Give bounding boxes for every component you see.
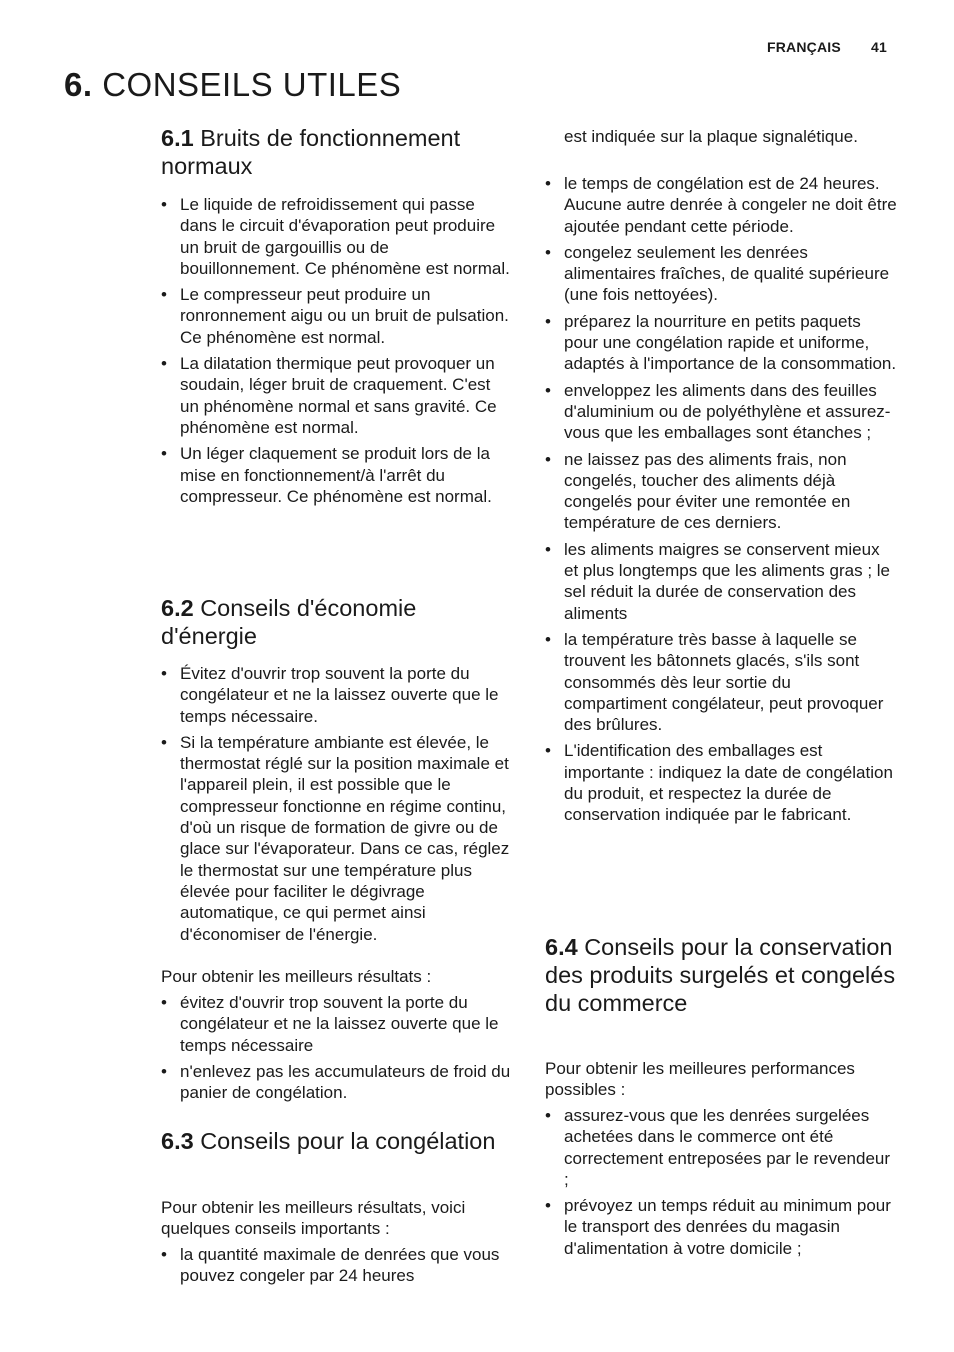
section-title: Conseils pour la congélation xyxy=(200,1128,496,1154)
section-6-3-heading xyxy=(161,1127,513,1155)
section-title: Bruits de fonctionnement normaux xyxy=(161,125,461,179)
list-item: • Le liquide de refroidissement qui passe dans le circuit d'évaporation peut produire un bruit de gargouillis ou de bouillonnement. Ce phénomène est normal. xyxy=(161,194,513,279)
list-item: • enveloppez les aliments dans des feuilles d'aluminium ou de polyéthylène et assurez-vous que les emballages sont étanches ; xyxy=(545,380,897,444)
section-number: 6.1 xyxy=(161,125,194,151)
section-6-4-heading xyxy=(545,933,897,1017)
page-number: 41 xyxy=(871,39,887,55)
section-6-4-list xyxy=(545,1105,897,1264)
section-6-3-list-continued xyxy=(545,126,897,152)
list-item: • Un léger claquement se produit lors de la mise en fonctionnement/à l'arrêt du compresseur. Ce phénomène est normal. xyxy=(161,443,513,507)
list-item: • Le compresseur peut produire un ronronnement aigu ou un bruit de pulsation. Ce phénomène est normal. xyxy=(161,284,513,348)
list-item: • ne laissez pas des aliments frais, non congelés, toucher des aliments déjà congelés pour éviter une remontée en température de ces derniers. xyxy=(545,449,897,534)
section-6-1-list xyxy=(161,194,513,512)
section-6-2-list-2 xyxy=(161,992,513,1108)
list-item: • les aliments maigres se conservent mieux et plus longtemps que les aliments gras ; le sel réduit la durée de conservation des aliments xyxy=(545,539,897,624)
list-item: • la température très basse à laquelle se trouvent les bâtonnets glacés, s'ils sont consommés dès leur sortie du compartiment congélateur, peut provoquer des brûlures. xyxy=(545,629,897,735)
section-6-4-intro: Pour obtenir les meilleures performances possibles : xyxy=(545,1059,855,1100)
section-6-3-intro: Pour obtenir les meilleurs résultats, voici quelques conseils importants : xyxy=(161,1198,466,1239)
list-item: • évitez d'ouvrir trop souvent la porte du congélateur et ne la laissez ouverte que le temps nécessaire xyxy=(161,992,513,1056)
list-item: • La dilatation thermique peut provoquer un soudain, léger bruit de craquement. C'est un phénomène normal et sans gravité. Ce phénomène est normal. xyxy=(161,353,513,438)
chapter-title-text: CONSEILS UTILES xyxy=(102,66,402,103)
page-header xyxy=(767,39,887,55)
list-item-continuation: est indiquée sur la plaque signalétique. xyxy=(564,127,858,146)
list-item: • n'enlevez pas les accumulateurs de froid du panier de congélation. xyxy=(161,1061,513,1104)
section-title: Conseils pour la conservation des produits surgelés et congelés du commerce xyxy=(545,934,896,1016)
section-6-3-list xyxy=(545,173,897,831)
list-item: • congelez seulement les denrées alimentaires fraîches, de qualité supérieure (une fois nettoyées). xyxy=(545,242,897,306)
section-6-2-heading xyxy=(161,594,513,650)
list-item: • assurez-vous que les denrées surgelées achetées dans le commerce ont été correctement entreposées par le revendeur ; xyxy=(545,1105,897,1190)
header-language: FRANÇAIS xyxy=(766,39,841,55)
section-number: 6.2 xyxy=(161,595,194,621)
list-item: • prévoyez un temps réduit au minimum pour le transport des denrées du magasin d'alimentation à votre domicile ; xyxy=(545,1195,897,1259)
section-number: 6.4 xyxy=(545,934,578,960)
list-item: • Évitez d'ouvrir trop souvent la porte du congélateur et ne la laissez ouverte que le temps nécessaire. xyxy=(161,663,513,727)
list-item: • Si la température ambiante est élevée, le thermostat réglé sur la position maximale et l'appareil plein, il est possible que le compresseur fonctionne en régime continu, d'où un risque de formation de givre ou de glace sur l'évaporateur. Dans ce cas, réglez le thermostat sur une température plus élevée pour faciliter le dégivrage automatique, ce qui permet ainsi d'économiser de l'énergie. xyxy=(161,732,513,945)
section-6-1-heading xyxy=(161,124,513,180)
list-item: • la quantité maximale de denrées que vous pouvez congeler par 24 heures xyxy=(161,1244,513,1287)
list-item: • préparez la nourriture en petits paquets pour une congélation rapide et uniforme, adaptés à l'importance de la consommation. xyxy=(545,311,897,375)
section-6-2-paragraph: Pour obtenir les meilleurs résultats : xyxy=(161,967,432,986)
section-6-2-list xyxy=(161,663,513,945)
chapter-title xyxy=(64,66,401,104)
list-item: • L'identification des emballages est importante : indiquez la date de congélation du produit, et respectez la durée de conservation indiquée par le fabricant. xyxy=(545,740,897,825)
section-6-3-list-start xyxy=(161,1244,513,1292)
chapter-number: 6. xyxy=(64,66,93,103)
list-item: • le temps de congélation est de 24 heures. Aucune autre denrée à congeler ne doit être ajoutée pendant cette période. xyxy=(545,173,897,237)
section-title: Conseils d'économie d'énergie xyxy=(161,595,417,649)
section-number: 6.3 xyxy=(161,1128,194,1154)
